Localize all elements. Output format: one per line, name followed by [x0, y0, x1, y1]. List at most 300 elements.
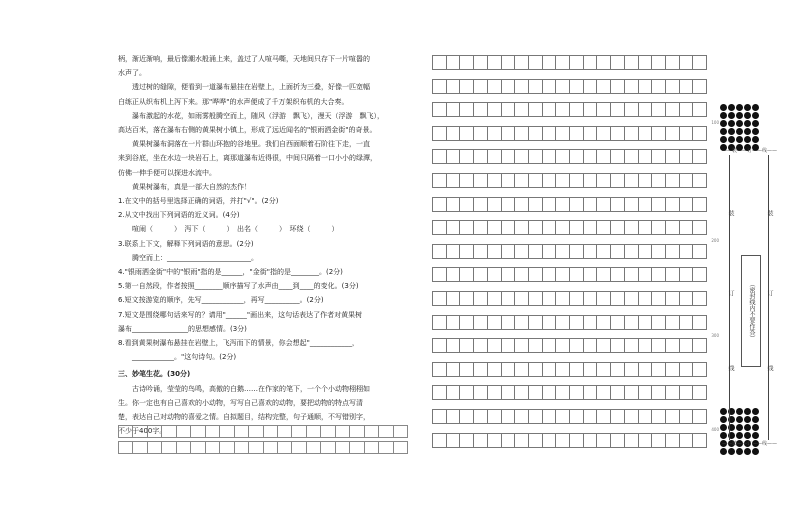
grid-cell[interactable] [583, 409, 597, 424]
grid-cell[interactable] [665, 244, 679, 259]
grid-cell[interactable] [473, 149, 487, 164]
grid-cell[interactable] [555, 291, 569, 306]
grid-cell[interactable] [692, 149, 707, 164]
grid-cell[interactable] [542, 338, 556, 353]
grid-cell[interactable] [610, 55, 624, 70]
grid-cell[interactable] [692, 433, 707, 448]
grid-cell[interactable] [638, 362, 652, 377]
grid-cell[interactable] [692, 197, 707, 212]
grid-cell[interactable] [624, 338, 638, 353]
grid-row[interactable] [432, 126, 707, 141]
grid-cell[interactable] [432, 149, 446, 164]
grid-cell[interactable] [624, 315, 638, 330]
grid-cell[interactable] [610, 79, 624, 94]
grid-row[interactable] [432, 291, 707, 306]
grid-cell[interactable] [583, 267, 597, 282]
grid-cell[interactable] [432, 433, 446, 448]
grid-cell[interactable] [528, 244, 542, 259]
grid-cell[interactable] [528, 102, 542, 117]
grid-cell[interactable] [528, 126, 542, 141]
grid-cell[interactable] [176, 441, 190, 454]
grid-cell[interactable] [446, 385, 460, 400]
grid-cell[interactable] [596, 338, 610, 353]
grid-cell[interactable] [638, 338, 652, 353]
grid-cell[interactable] [432, 102, 446, 117]
grid-cell[interactable] [542, 102, 556, 117]
grid-cell[interactable] [651, 267, 665, 282]
grid-cell[interactable] [432, 338, 446, 353]
grid-cell[interactable] [569, 197, 583, 212]
essay-writing-grid[interactable] [432, 55, 719, 456]
grid-cell[interactable] [501, 244, 515, 259]
grid-cell[interactable] [542, 409, 556, 424]
grid-cell[interactable] [118, 441, 132, 454]
grid-cell[interactable] [596, 55, 610, 70]
grid-cell[interactable] [473, 102, 487, 117]
grid-cell[interactable] [638, 126, 652, 141]
grid-cell[interactable] [624, 79, 638, 94]
grid-cell[interactable] [583, 197, 597, 212]
grid-cell[interactable] [514, 409, 528, 424]
grid-cell[interactable] [446, 126, 460, 141]
grid-cell[interactable] [569, 173, 583, 188]
grid-cell[interactable] [514, 102, 528, 117]
grid-cell[interactable] [277, 425, 291, 438]
grid-cell[interactable] [596, 79, 610, 94]
grid-cell[interactable] [665, 338, 679, 353]
grid-cell[interactable] [596, 315, 610, 330]
grid-cell[interactable] [665, 315, 679, 330]
grid-cell[interactable] [596, 362, 610, 377]
grid-cell[interactable] [514, 244, 528, 259]
grid-cell[interactable] [306, 425, 320, 438]
grid-cell[interactable] [320, 441, 334, 454]
grid-cell[interactable] [569, 409, 583, 424]
grid-cell[interactable] [459, 409, 473, 424]
grid-row[interactable] [432, 149, 707, 164]
grid-cell[interactable] [542, 267, 556, 282]
grid-cell[interactable] [501, 55, 515, 70]
grid-cell[interactable] [651, 338, 665, 353]
grid-cell[interactable] [473, 362, 487, 377]
grid-cell[interactable] [624, 244, 638, 259]
grid-cell[interactable] [487, 433, 501, 448]
grid-cell[interactable] [320, 425, 334, 438]
grid-cell[interactable] [432, 173, 446, 188]
grid-cell[interactable] [514, 433, 528, 448]
grid-cell[interactable] [665, 433, 679, 448]
grid-cell[interactable] [610, 409, 624, 424]
grid-cell[interactable] [528, 79, 542, 94]
grid-cell[interactable] [569, 102, 583, 117]
grid-cell[interactable] [378, 425, 392, 438]
grid-cell[interactable] [190, 425, 204, 438]
grid-cell[interactable] [638, 291, 652, 306]
grid-cell[interactable] [514, 173, 528, 188]
grid-cell[interactable] [446, 220, 460, 235]
grid-cell[interactable] [205, 441, 219, 454]
grid-cell[interactable] [501, 267, 515, 282]
grid-cell[interactable] [459, 220, 473, 235]
grid-cell[interactable] [679, 244, 693, 259]
grid-cell[interactable] [487, 362, 501, 377]
grid-cell[interactable] [665, 267, 679, 282]
grid-row[interactable] [432, 55, 707, 70]
grid-cell[interactable] [432, 291, 446, 306]
grid-cell[interactable] [542, 173, 556, 188]
grid-cell[interactable] [692, 79, 707, 94]
grid-cell[interactable] [624, 433, 638, 448]
grid-cell[interactable] [638, 315, 652, 330]
grid-cell[interactable] [473, 338, 487, 353]
grid-cell[interactable] [569, 362, 583, 377]
grid-cell[interactable] [459, 291, 473, 306]
grid-cell[interactable] [638, 267, 652, 282]
grid-cell[interactable] [638, 79, 652, 94]
grid-cell[interactable] [132, 425, 146, 438]
grid-cell[interactable] [473, 267, 487, 282]
grid-cell[interactable] [473, 315, 487, 330]
grid-cell[interactable] [473, 385, 487, 400]
grid-cell[interactable] [147, 425, 161, 438]
grid-cell[interactable] [569, 126, 583, 141]
grid-cell[interactable] [446, 55, 460, 70]
grid-cell[interactable] [555, 126, 569, 141]
grid-cell[interactable] [596, 244, 610, 259]
grid-cell[interactable] [393, 441, 408, 454]
grid-cell[interactable] [610, 385, 624, 400]
grid-cell[interactable] [432, 409, 446, 424]
grid-cell[interactable] [679, 267, 693, 282]
grid-cell[interactable] [446, 362, 460, 377]
grid-cell[interactable] [432, 267, 446, 282]
grid-cell[interactable] [161, 441, 175, 454]
grid-cell[interactable] [501, 291, 515, 306]
grid-cell[interactable] [610, 197, 624, 212]
grid-cell[interactable] [679, 291, 693, 306]
grid-cell[interactable] [569, 385, 583, 400]
grid-cell[interactable] [692, 244, 707, 259]
grid-cell[interactable] [542, 385, 556, 400]
grid-cell[interactable] [569, 244, 583, 259]
grid-cell[interactable] [555, 244, 569, 259]
grid-cell[interactable] [446, 79, 460, 94]
grid-cell[interactable] [514, 267, 528, 282]
grid-cell[interactable] [501, 149, 515, 164]
grid-cell[interactable] [514, 149, 528, 164]
grid-cell[interactable] [277, 441, 291, 454]
grid-cell[interactable] [679, 102, 693, 117]
grid-cell[interactable] [501, 409, 515, 424]
grid-cell[interactable] [610, 173, 624, 188]
grid-cell[interactable] [679, 315, 693, 330]
grid-cell[interactable] [542, 55, 556, 70]
grid-cell[interactable] [219, 425, 233, 438]
grid-cell[interactable] [514, 220, 528, 235]
grid-cell[interactable] [473, 244, 487, 259]
grid-cell[interactable] [679, 197, 693, 212]
grid-row[interactable] [432, 79, 707, 94]
grid-cell[interactable] [501, 197, 515, 212]
grid-cell[interactable] [665, 149, 679, 164]
grid-cell[interactable] [432, 385, 446, 400]
grid-cell[interactable] [487, 55, 501, 70]
grid-cell[interactable] [583, 338, 597, 353]
grid-cell[interactable] [555, 197, 569, 212]
grid-cell[interactable] [624, 409, 638, 424]
grid-cell[interactable] [610, 267, 624, 282]
grid-row[interactable] [432, 433, 707, 448]
grid-cell[interactable] [219, 441, 233, 454]
grid-cell[interactable] [651, 362, 665, 377]
grid-cell[interactable] [291, 425, 305, 438]
grid-cell[interactable] [473, 220, 487, 235]
grid-cell[interactable] [487, 409, 501, 424]
grid-cell[interactable] [583, 55, 597, 70]
grid-cell[interactable] [555, 267, 569, 282]
grid-cell[interactable] [679, 220, 693, 235]
grid-cell[interactable] [638, 55, 652, 70]
grid-cell[interactable] [679, 79, 693, 94]
grid-cell[interactable] [583, 126, 597, 141]
grid-row[interactable] [432, 338, 707, 353]
grid-cell[interactable] [624, 126, 638, 141]
grid-cell[interactable] [555, 79, 569, 94]
grid-cell[interactable] [610, 291, 624, 306]
grid-row[interactable] [432, 220, 707, 235]
grid-cell[interactable] [555, 315, 569, 330]
grid-cell[interactable] [610, 149, 624, 164]
grid-cell[interactable] [528, 267, 542, 282]
grid-cell[interactable] [501, 338, 515, 353]
grid-cell[interactable] [542, 149, 556, 164]
grid-cell[interactable] [651, 220, 665, 235]
grid-cell[interactable] [555, 149, 569, 164]
grid-cell[interactable] [624, 291, 638, 306]
grid-cell[interactable] [528, 291, 542, 306]
grid-cell[interactable] [473, 126, 487, 141]
grid-cell[interactable] [487, 173, 501, 188]
grid-cell[interactable] [679, 338, 693, 353]
grid-cell[interactable] [555, 409, 569, 424]
grid-cell[interactable] [514, 291, 528, 306]
grid-row[interactable] [432, 102, 707, 117]
grid-cell[interactable] [501, 220, 515, 235]
grid-cell[interactable] [542, 79, 556, 94]
grid-cell[interactable] [555, 102, 569, 117]
grid-cell[interactable] [610, 102, 624, 117]
grid-cell[interactable] [624, 385, 638, 400]
grid-cell[interactable] [459, 338, 473, 353]
grid-cell[interactable] [665, 220, 679, 235]
grid-cell[interactable] [569, 220, 583, 235]
grid-cell[interactable] [528, 362, 542, 377]
grid-cell[interactable] [610, 338, 624, 353]
grid-cell[interactable] [487, 220, 501, 235]
grid-cell[interactable] [487, 102, 501, 117]
grid-cell[interactable] [596, 197, 610, 212]
grid-cell[interactable] [335, 425, 349, 438]
grid-cell[interactable] [624, 149, 638, 164]
grid-cell[interactable] [364, 441, 378, 454]
grid-cell[interactable] [473, 197, 487, 212]
grid-cell[interactable] [610, 315, 624, 330]
grid-cell[interactable] [432, 55, 446, 70]
grid-cell[interactable] [665, 126, 679, 141]
grid-row[interactable] [432, 267, 707, 282]
grid-cell[interactable] [692, 362, 707, 377]
grid-cell[interactable] [432, 126, 446, 141]
grid-cell[interactable] [583, 433, 597, 448]
grid-cell[interactable] [638, 433, 652, 448]
grid-cell[interactable] [459, 315, 473, 330]
grid-cell[interactable] [501, 362, 515, 377]
grid-cell[interactable] [234, 441, 248, 454]
grid-cell[interactable] [528, 55, 542, 70]
grid-cell[interactable] [487, 79, 501, 94]
grid-cell[interactable] [446, 267, 460, 282]
grid-row[interactable] [432, 197, 707, 212]
grid-cell[interactable] [459, 197, 473, 212]
grid-cell[interactable] [393, 425, 408, 438]
grid-cell[interactable] [118, 425, 132, 438]
grid-cell[interactable] [638, 220, 652, 235]
grid-cell[interactable] [651, 55, 665, 70]
grid-cell[interactable] [651, 315, 665, 330]
grid-row[interactable] [432, 409, 707, 424]
grid-cell[interactable] [692, 173, 707, 188]
grid-cell[interactable] [569, 55, 583, 70]
grid-cell[interactable] [583, 291, 597, 306]
grid-cell[interactable] [514, 315, 528, 330]
grid-cell[interactable] [665, 102, 679, 117]
grid-cell[interactable] [624, 173, 638, 188]
grid-cell[interactable] [176, 425, 190, 438]
grid-cell[interactable] [473, 433, 487, 448]
grid-cell[interactable] [665, 55, 679, 70]
grid-cell[interactable] [638, 197, 652, 212]
grid-cell[interactable] [514, 197, 528, 212]
grid-cell[interactable] [487, 149, 501, 164]
grid-cell[interactable] [234, 425, 248, 438]
grid-cell[interactable] [446, 244, 460, 259]
grid-cell[interactable] [610, 433, 624, 448]
grid-cell[interactable] [459, 102, 473, 117]
grid-cell[interactable] [459, 173, 473, 188]
grid-cell[interactable] [596, 291, 610, 306]
grid-cell[interactable] [692, 338, 707, 353]
grid-cell[interactable] [665, 79, 679, 94]
grid-cell[interactable] [487, 126, 501, 141]
grid-cell[interactable] [432, 315, 446, 330]
grid-cell[interactable] [446, 197, 460, 212]
grid-cell[interactable] [487, 197, 501, 212]
grid-cell[interactable] [432, 362, 446, 377]
grid-cell[interactable] [624, 220, 638, 235]
grid-cell[interactable] [583, 173, 597, 188]
grid-cell[interactable] [679, 55, 693, 70]
grid-cell[interactable] [528, 173, 542, 188]
grid-cell[interactable] [132, 441, 146, 454]
grid-cell[interactable] [432, 244, 446, 259]
grid-cell[interactable] [542, 244, 556, 259]
grid-cell[interactable] [679, 173, 693, 188]
grid-cell[interactable] [651, 173, 665, 188]
grid-cell[interactable] [473, 173, 487, 188]
grid-cell[interactable] [514, 338, 528, 353]
grid-cell[interactable] [459, 126, 473, 141]
grid-cell[interactable] [610, 244, 624, 259]
grid-row[interactable] [432, 173, 707, 188]
grid-cell[interactable] [679, 362, 693, 377]
grid-cell[interactable] [665, 385, 679, 400]
grid-cell[interactable] [596, 102, 610, 117]
grid-cell[interactable] [569, 267, 583, 282]
grid-cell[interactable] [583, 385, 597, 400]
grid-cell[interactable] [638, 173, 652, 188]
grid-cell[interactable] [569, 315, 583, 330]
grid-cell[interactable] [501, 385, 515, 400]
grid-cell[interactable] [555, 362, 569, 377]
grid-cell[interactable] [638, 149, 652, 164]
grid-cell[interactable] [651, 244, 665, 259]
grid-cell[interactable] [555, 220, 569, 235]
grid-cell[interactable] [514, 55, 528, 70]
essay-grid-row[interactable] [118, 441, 408, 454]
grid-cell[interactable] [501, 433, 515, 448]
grid-cell[interactable] [665, 197, 679, 212]
grid-cell[interactable] [487, 338, 501, 353]
grid-cell[interactable] [638, 409, 652, 424]
grid-cell[interactable] [542, 291, 556, 306]
grid-cell[interactable] [569, 79, 583, 94]
grid-cell[interactable] [335, 441, 349, 454]
grid-cell[interactable] [555, 385, 569, 400]
grid-cell[interactable] [651, 291, 665, 306]
grid-cell[interactable] [205, 425, 219, 438]
grid-cell[interactable] [569, 149, 583, 164]
grid-cell[interactable] [514, 385, 528, 400]
grid-cell[interactable] [542, 126, 556, 141]
grid-cell[interactable] [248, 425, 262, 438]
grid-cell[interactable] [514, 362, 528, 377]
grid-cell[interactable] [528, 409, 542, 424]
grid-cell[interactable] [624, 197, 638, 212]
grid-cell[interactable] [692, 267, 707, 282]
grid-cell[interactable] [638, 385, 652, 400]
grid-cell[interactable] [651, 433, 665, 448]
grid-cell[interactable] [432, 79, 446, 94]
grid-cell[interactable] [583, 362, 597, 377]
grid-cell[interactable] [528, 220, 542, 235]
grid-cell[interactable] [583, 149, 597, 164]
grid-cell[interactable] [679, 385, 693, 400]
grid-cell[interactable] [569, 338, 583, 353]
grid-cell[interactable] [569, 433, 583, 448]
grid-cell[interactable] [446, 149, 460, 164]
grid-cell[interactable] [583, 315, 597, 330]
grid-cell[interactable] [501, 126, 515, 141]
grid-cell[interactable] [692, 126, 707, 141]
grid-cell[interactable] [446, 409, 460, 424]
grid-cell[interactable] [555, 55, 569, 70]
grid-cell[interactable] [542, 433, 556, 448]
grid-cell[interactable] [446, 433, 460, 448]
grid-cell[interactable] [459, 433, 473, 448]
grid-cell[interactable] [596, 220, 610, 235]
grid-cell[interactable] [651, 409, 665, 424]
grid-cell[interactable] [349, 441, 363, 454]
